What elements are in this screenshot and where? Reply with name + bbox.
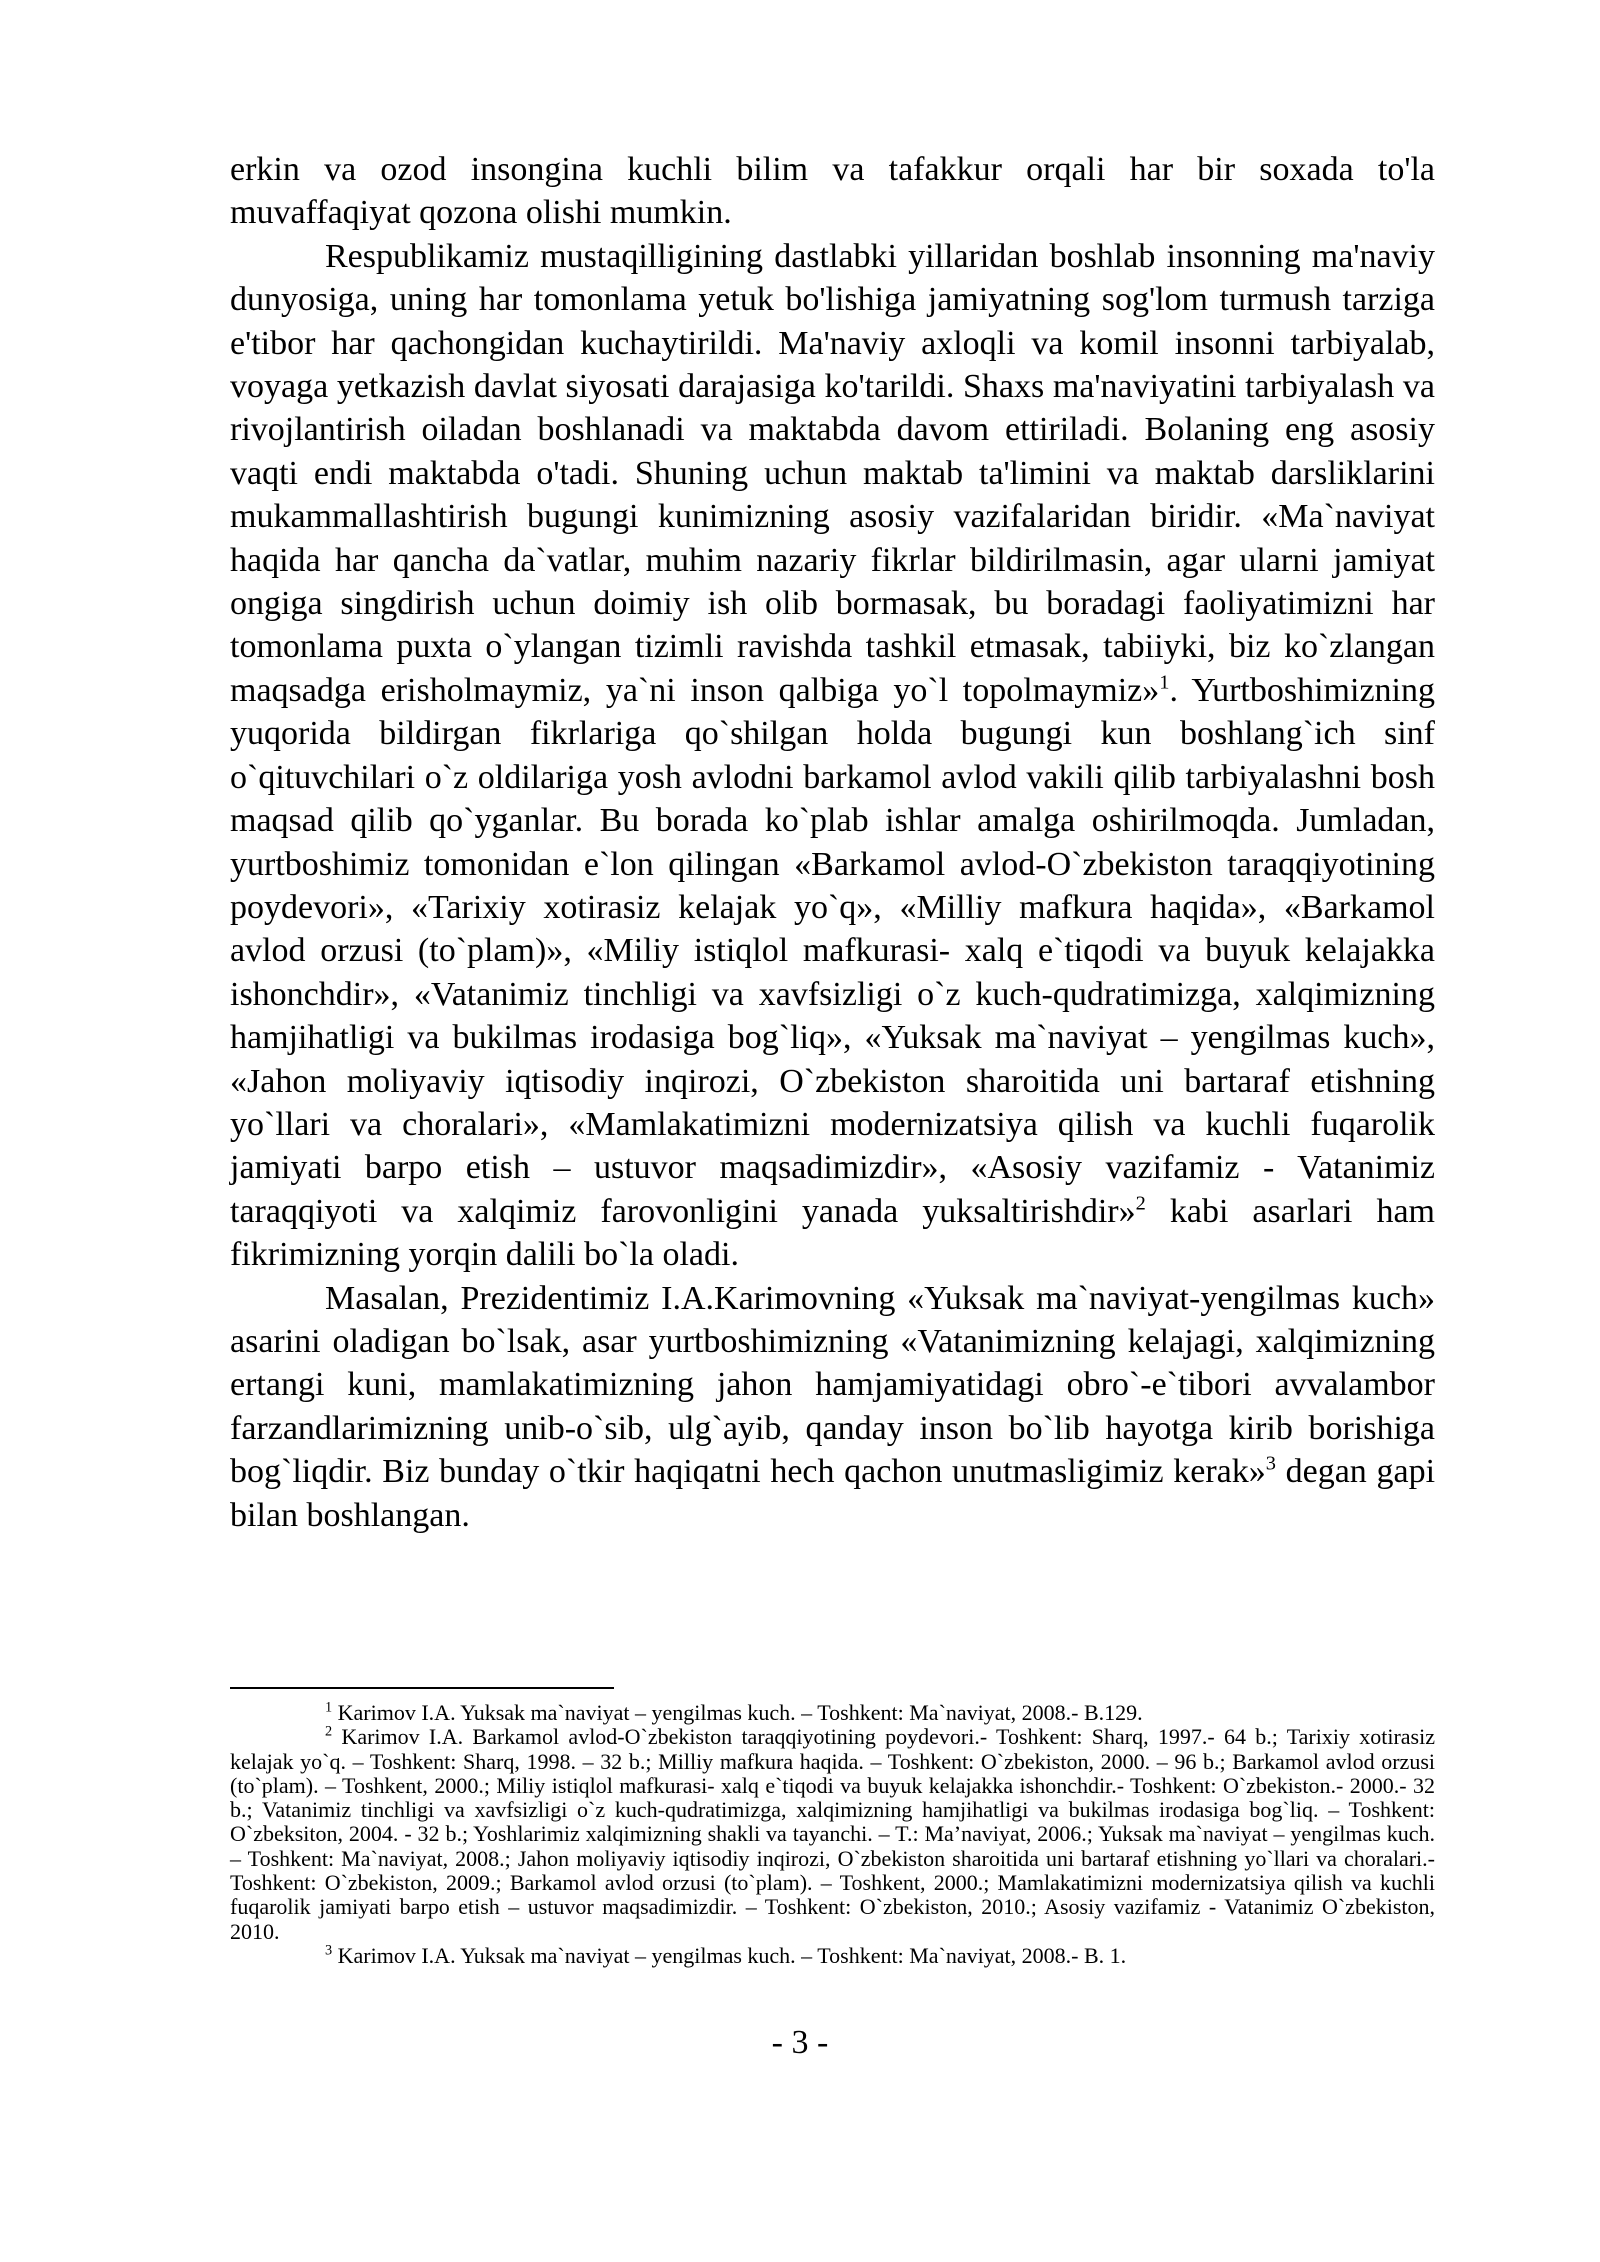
paragraph-2-text-a: Respublikamiz mustaqilligining dastlabki yillaridan boshlab insonning ma'naviy dunyosiga, uning har tomonlama yetuk bo'lishiga jamiyatning sog'lom turmush tarziga e'tibor har qachongidan kuchaytirildi. Ma'naviy axloqli va komil insonni tarbiyalab, voyaga yetkazish davlat siyosati darajasiga ko'tarildi. Shaxs ma'naviyatini tarbiyalash va rivojlantirish oiladan boshlanadi va maktabda davom ettiriladi. Bolaning eng asosiy vaqti endi maktabda o'tadi. Shuning uchun maktab ta'limini va maktab darsliklarini mukammallashtirish bugungi kunimizning asosiy vazifalaridan biridir. «Ma`naviyat haqida har qancha da`vatlar, muhim nazariy fikrlar bildirilmasin, agar ularni jamiyat ongiga singdirish uchun doimiy ish olib bormasak, bu boradagi faoliyatimizni har tomonlama puxta o`ylangan tizimli ravishda tashkil etmasak, tabiiyki, biz ko`zlangan maqsadga erisholmaymiz, ya`ni inson qalbiga yo`l topolmaymiz» bbox=[230, 237, 1435, 709]
footnote-separator bbox=[230, 1687, 614, 1689]
page-number: - 3 - bbox=[771, 2024, 829, 2061]
footnote-number: 3 bbox=[325, 1942, 333, 1959]
footnote-ref-2[interactable]: 2 bbox=[1135, 1192, 1146, 1215]
footnote-ref-1[interactable]: 1 bbox=[1159, 671, 1170, 694]
footnote-text: Karimov I.A. Yuksak ma`naviyat – yengilmas kuch. – Toshkent: Ma`naviyat, 2008.- B.129. bbox=[332, 1700, 1143, 1725]
paragraph-2 bbox=[230, 235, 1435, 1277]
paragraph-2-text-c: kabi asarlari ham fikrimizning yorqin dalili bo`la oladi. bbox=[230, 1192, 1435, 1274]
footnotes bbox=[230, 1701, 1435, 1968]
footnote-text: Karimov I.A. Yuksak ma`naviyat – yengilmas kuch. – Toshkent: Ma`naviyat, 2008.- B. 1. bbox=[332, 1942, 1127, 1968]
paragraph-3-text-b: degan gapi bilan boshlangan. bbox=[230, 1453, 1436, 1534]
footnote-3 bbox=[230, 1944, 1435, 1968]
footnote-number: 2 bbox=[325, 1723, 333, 1740]
footnote-text: Karimov I.A. Barkamol avlod-O`zbekiston taraqqiyotining poydevori.- Toshkent: Sharq, 1997.- 64 b.; Tarixiy xotirasiz kelajak yo`q. – Toshkent: Sharq, 1998. – 32 b.; Milliy mafkura haqida. – Toshkent: O`zbekiston, 2000. – 96 b.; Barkamol avlod orzusi (to`plam). – Toshkent, 2000.; Miliy istiqlol mafkurasi- xalq e`tiqodi va buyuk kelajakka ishonchdir.- Toshkent: O`zbekiston.- 2000.- 32 b.; Vatanimiz tinchligi va xavfsizligi o`z kuch-qudratimizga, xalqimizning hamjihatligi va bukilmas irodasiga bog`liq. – Toshkent: O`zbeksiton, 2004. - 32 b.; Yoshlarimiz xalqimizning shakli va tayanchi. – T.: Ma’naviyat, 2006.; Yuksak ma`naviyat – yengilmas kuch. – Toshkent: Ma`naviyat, 2008.; Jahon moliyaviy iqtisodiy inqirozi, O`zbekiston sharoitida uni bartaraf etishning yo`llari va choralari.- Toshkent: O`zbekiston, 2009.; Barkamol avlod orzusi (to`plam). – Toshkent, 2000.; Mamlakatimizni modernizatsiya qilish va kuchli fuqarolik jamiyati barpo etish – ustuvor maqsadimizdir. – Toshkent: O`zbekiston, 2010.; Asosiy vazifamiz - Vatanimiz O`zbekiston, 2010. bbox=[230, 1724, 1435, 1944]
paragraph-3-text-a: Masalan, Prezidentimiz I.A.Karimovning «Yuksak ma`naviyat-yengilmas kuch» asarini oladigan bo`lsak, asar yurtboshimizning «Vatanimizning kelajagi, xalqimizning ertangi kuni, mamlakatimizning jahon hamjamiyatidagi obro`-e`tibori avvalambor farzandlarimizning unib-o`sib, ulg`ayib, qanday inson bo`lib hayotga kirib borishiga bog`liqdir. Biz bunday o`tkir haqiqatni hech qachon unutmasligimiz kerak» bbox=[230, 1279, 1435, 1491]
footnote-number: 1 bbox=[325, 1699, 333, 1716]
paragraph-2-text-b: . Yurtboshimizning yuqorida bildirgan fikrlariga qo`shilgan holda bugungi kun boshlang`ich sinf o`qituvchilari o`z oldilariga yosh avlodni barkamol avlod vakili qilib tarbiyalashni bosh maqsad qilib qo`yganlar. Bu borada ko`plab ishlar amalga oshirilmoqda. Jumladan, yurtboshimiz tomonidan e`lon qilingan «Barkamol avlod-O`zbekiston taraqqiyotining poydevori», «Tarixiy xotirasiz kelajak yo`q», «Milliy mafkura haqida», «Barkamol avlod orzusi (to`plam)», «Miliy istiqlol mafkurasi- xalq e`tiqodi va buyuk kelajakka ishonchdir», «Vatanimiz tinchligi va xavfsizligi o`z kuch-qudratimizga, xalqimizning hamjihatligi va bukilmas irodasiga bog`liq», «Yuksak ma`naviyat – yengilmas kuch», «Jahon moliyaviy iqtisodiy inqirozi, O`zbekiston sharoitida uni bartaraf etishning yo`llari va choralari», «Mamlakatimizni modernizatsiya qilish va kuchli fuqarolik jamiyati barpo etish – ustuvor maqsadimizdir», «Asosiy vazifamiz - Vatanimiz taraqqiyoti va xalqimiz farovonligini yanada yuksaltirishdir» bbox=[230, 671, 1435, 1230]
paragraph-3 bbox=[230, 1277, 1435, 1537]
footnote-ref-3[interactable]: 3 bbox=[1265, 1452, 1276, 1475]
footnote-1 bbox=[230, 1701, 1435, 1725]
footnote-2 bbox=[230, 1725, 1435, 1944]
main-text bbox=[230, 148, 1435, 1537]
paragraph-1: erkin va ozod insongina kuchli bilim va tafakkur orqali har bir soxada to'la muvaffaqiyat qozona olishi mumkin. bbox=[230, 151, 1435, 232]
